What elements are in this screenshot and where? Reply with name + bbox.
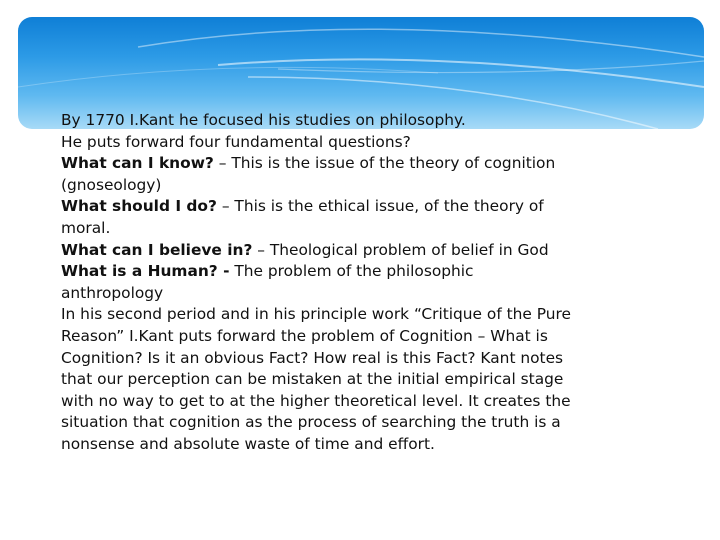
paragraph-line: Reason” I.Kant puts forward the problem of Cognition – What is: [61, 326, 548, 345]
paragraph-line: Cognition? Is it an obvious Fact? How real is this Fact? Kant notes: [61, 348, 564, 367]
text-line-questions-intro: He puts forward four fundamental questions?: [61, 132, 411, 151]
question-know-cont: (gnoseology): [61, 175, 162, 194]
question-do-title: What should I do?: [61, 197, 217, 216]
paragraph-line: situation that cognition as the process of searching the truth is a: [61, 413, 561, 432]
paragraph-line: with no way to get to at the higher theoretical level. It creates the: [61, 391, 571, 410]
question-believe-title: What can I believe in?: [61, 240, 253, 259]
question-human-cont: anthropology: [61, 283, 164, 302]
question-do-desc: – This is the ethical issue, of the theory of: [216, 197, 544, 216]
question-believe: [61, 240, 671, 262]
paragraph-line: In his second period and in his principle work “Critique of the Pure: [61, 305, 572, 324]
question-human-desc: The problem of the philosophic: [229, 262, 474, 281]
paragraph-line: that our perception can be mistaken at the initial empirical stage: [61, 370, 564, 389]
question-do-cont: moral.: [61, 218, 111, 237]
question-human: [61, 261, 671, 283]
question-do: [61, 196, 671, 218]
text-line-intro: By 1770 I.Kant he focused his studies on philosophy.: [61, 111, 466, 129]
question-know-title: What can I know?: [61, 154, 214, 173]
question-human-title: What is a Human? -: [61, 262, 230, 281]
body-text: [61, 110, 671, 456]
question-know-desc: – This is the issue of the theory of cognition: [213, 154, 556, 173]
question-know: [61, 153, 671, 175]
paragraph-line: nonsense and absolute waste of time and effort.: [61, 434, 435, 453]
question-believe-desc: – Theological problem of belief in God: [252, 240, 549, 259]
